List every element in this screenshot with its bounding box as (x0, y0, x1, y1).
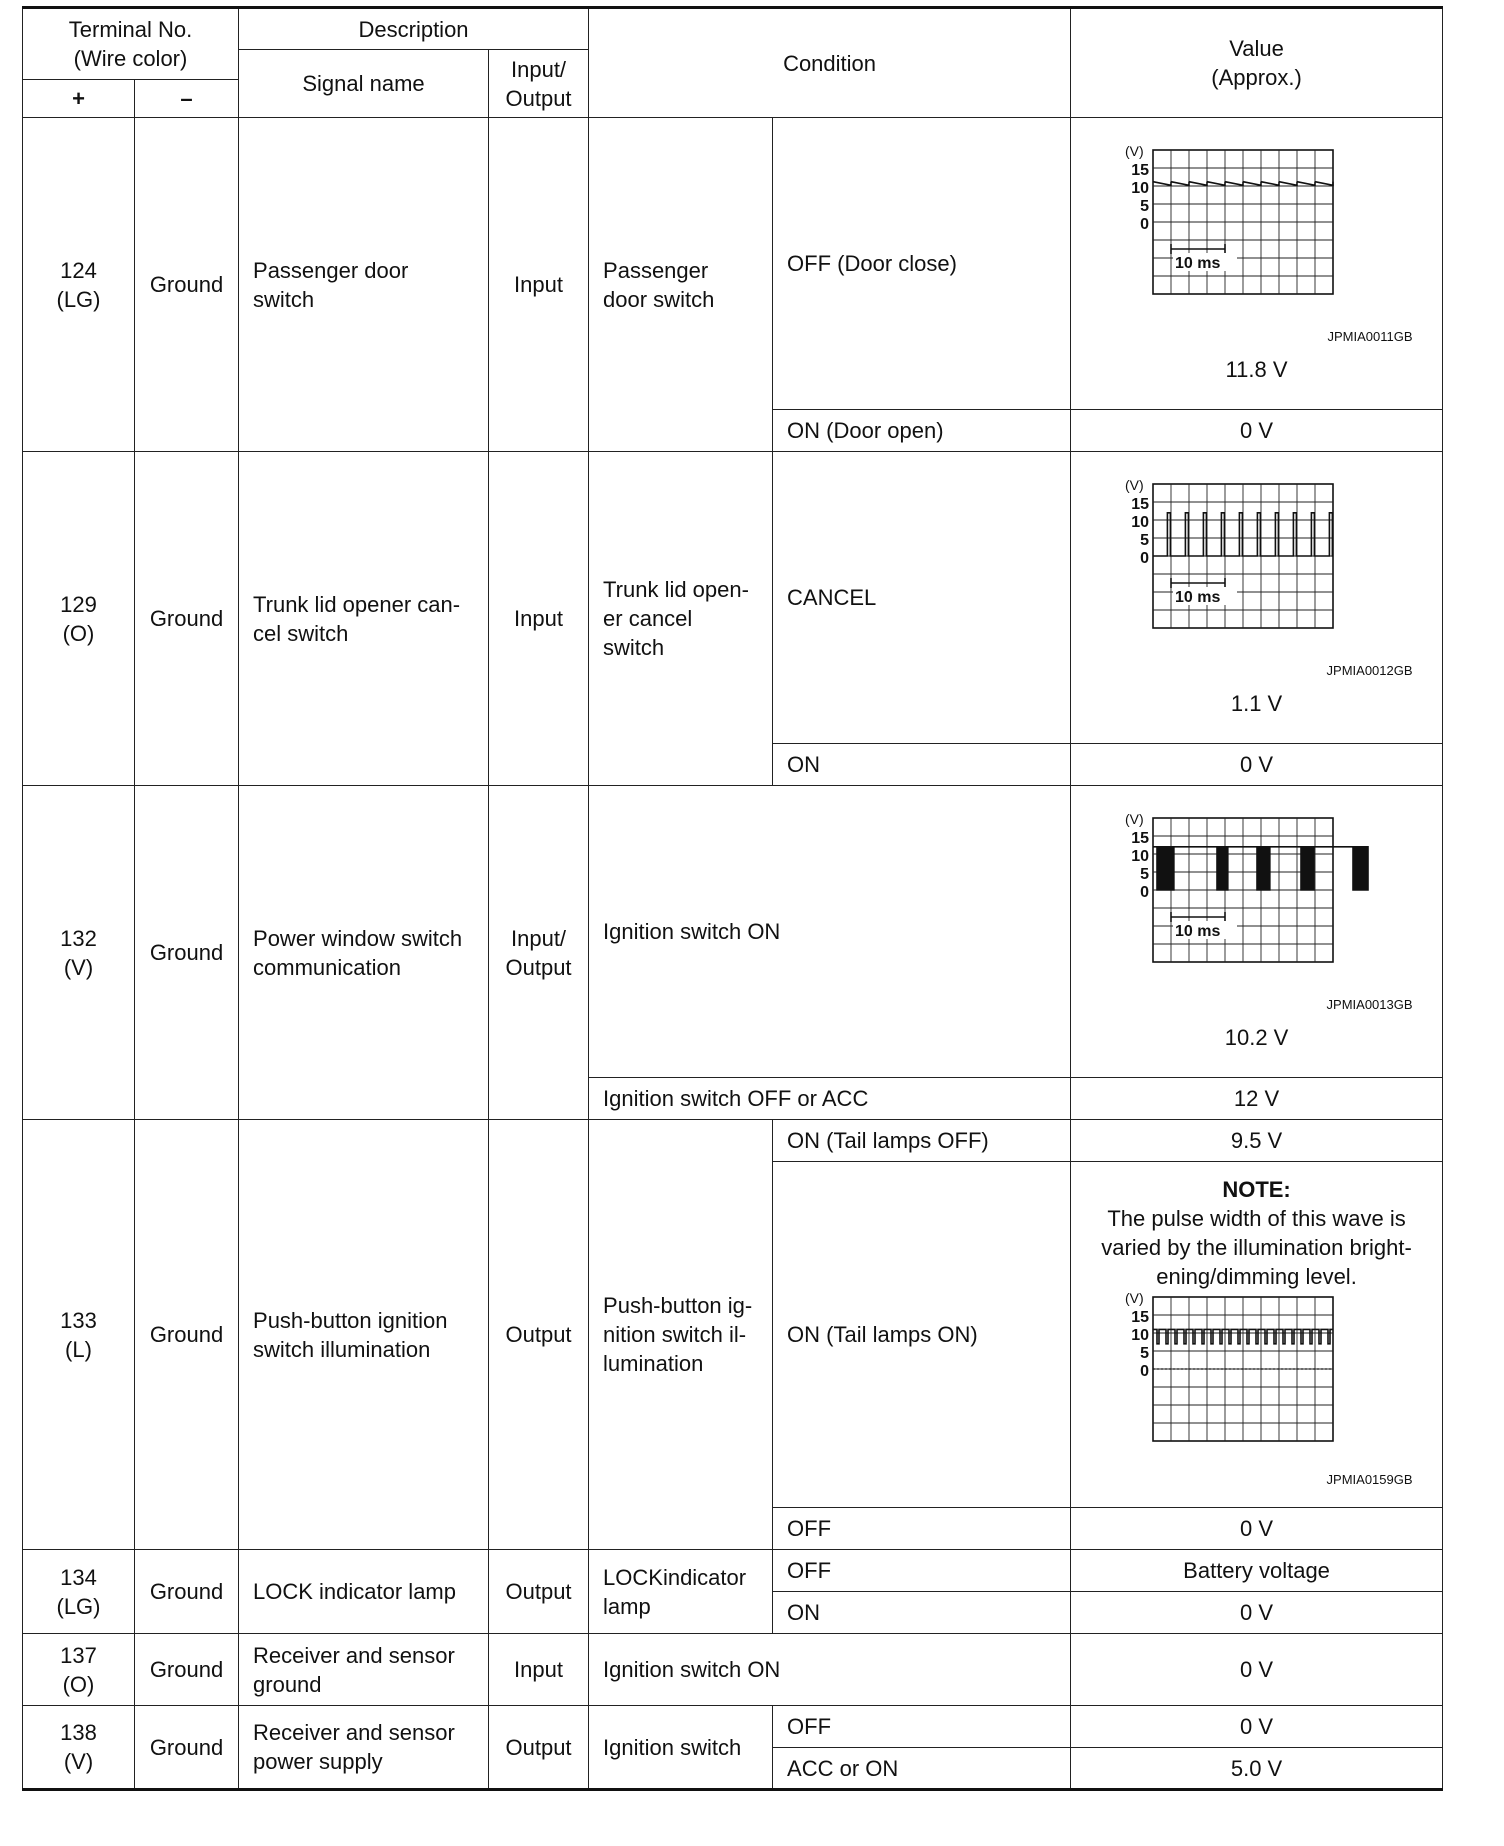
scope-y-tick: 10 (1130, 1327, 1149, 1344)
signal-137: Receiver and sensor ground (239, 1634, 489, 1706)
cond-137: Ignition switch ON (589, 1634, 1071, 1706)
terminal-134: 134 (LG) (23, 1550, 135, 1634)
terminal-137: 137 (O) (23, 1634, 135, 1706)
cond-133-b: ON (Tail lamps ON) (773, 1162, 1071, 1508)
figure-code-132: JPMIA0013GB (1326, 996, 1413, 1012)
value-132-a-text: 10.2 V (1224, 1024, 1289, 1050)
cond-group-124: Passenger door switch (589, 118, 773, 452)
header-plus: + (23, 80, 135, 118)
terminal-133: 133 (L) (23, 1120, 135, 1550)
scope-y-tick: 0 (1139, 883, 1149, 901)
table-row (23, 1120, 1443, 1162)
waveform-132 (1119, 812, 1379, 992)
cond-132-b: Ignition switch OFF or ACC (589, 1078, 1071, 1120)
cond-group-129: Trunk lid open- er cancel switch (589, 452, 773, 786)
table-row (23, 1706, 1443, 1748)
scope-trace (1153, 846, 1368, 889)
value-129-b: 0 V (1071, 744, 1443, 786)
scope-y-tick: 15 (1130, 1309, 1149, 1326)
value-138-b: 5.0 V (1071, 1748, 1443, 1790)
value-132-b: 12 V (1071, 1078, 1443, 1120)
note-title: NOTE: (1222, 1177, 1291, 1202)
terminal-138: 138 (V) (23, 1706, 135, 1790)
io-124: Input (489, 118, 589, 452)
cond-124-b: ON (Door open) (773, 410, 1071, 452)
table-row (23, 118, 1443, 410)
scope-y-tick: 0 (1139, 549, 1149, 567)
waveform-133 (1119, 1291, 1379, 1467)
signal-138: Receiver and sensor power supply (239, 1706, 489, 1790)
waveform-124 (1119, 144, 1379, 324)
cond-134-b: ON (773, 1592, 1071, 1634)
cond-129-a: CANCEL (773, 452, 1071, 744)
scope-y-tick: 5 (1139, 1345, 1149, 1362)
scope-unit-label: (V) (1124, 477, 1144, 493)
ground-129: Ground (135, 452, 239, 786)
header-terminal: Terminal No. (Wire color) (23, 8, 239, 80)
io-134: Output (489, 1550, 589, 1634)
header-condition: Condition (589, 8, 1071, 118)
signal-124: Passenger door switch (239, 118, 489, 452)
cond-132-a: Ignition switch ON (589, 786, 1071, 1078)
cond-129-b: ON (773, 744, 1071, 786)
note-line-2: varied by the illumination bright- (1101, 1235, 1412, 1260)
scope-y-tick: 5 (1139, 865, 1149, 883)
cond-138-a: OFF (773, 1706, 1071, 1748)
scope-time-label: 10 ms (1174, 254, 1220, 272)
cond-group-138: Ignition switch (589, 1706, 773, 1790)
cond-138-b: ACC or ON (773, 1748, 1071, 1790)
header-value: Value (Approx.) (1071, 8, 1443, 118)
ground-124: Ground (135, 118, 239, 452)
cond-group-134: LOCKindicator lamp (589, 1550, 773, 1634)
header-description: Description (239, 8, 589, 50)
value-134-b: 0 V (1071, 1592, 1443, 1634)
table-row (23, 452, 1443, 744)
signal-133: Push-button ignition switch illumination (239, 1120, 489, 1550)
scope-y-tick: 5 (1139, 531, 1149, 549)
value-124-a (1071, 118, 1443, 410)
io-137: Input (489, 1634, 589, 1706)
scope-time-label: 10 ms (1174, 922, 1220, 940)
value-133-b (1071, 1162, 1443, 1508)
terminal-124: 124 (LG) (23, 118, 135, 452)
cond-133-a: ON (Tail lamps OFF) (773, 1120, 1071, 1162)
value-124-a-text: 11.8 V (1225, 356, 1288, 382)
note-line-3: ening/dimming level. (1156, 1264, 1357, 1289)
scope-trace (1153, 181, 1333, 185)
ground-137: Ground (135, 1634, 239, 1706)
value-133-a: 9.5 V (1071, 1120, 1443, 1162)
value-129-a-text: 1.1 V (1230, 690, 1283, 716)
note-line-1: The pulse width of this wave is (1107, 1206, 1406, 1231)
ground-138: Ground (135, 1706, 239, 1790)
cond-group-133: Push-button ig- nition switch il- lumination (589, 1120, 773, 1550)
scope-y-tick: 10 (1130, 847, 1149, 865)
scope-y-tick: 15 (1130, 829, 1149, 847)
io-129: Input (489, 452, 589, 786)
value-134-a: Battery voltage (1071, 1550, 1443, 1592)
table-row (23, 786, 1443, 1078)
header-input-output: Input/ Output (489, 50, 589, 118)
io-132: Input/ Output (489, 786, 589, 1120)
scope-trace (1153, 512, 1333, 555)
io-133: Output (489, 1120, 589, 1550)
header-signal-name: Signal name (239, 50, 489, 118)
figure-code-133: JPMIA0159GB (1326, 1472, 1413, 1487)
scope-unit-label: (V) (1124, 143, 1144, 159)
cond-133-c: OFF (773, 1508, 1071, 1550)
cond-134-a: OFF (773, 1550, 1071, 1592)
scope-y-tick: 15 (1130, 495, 1149, 513)
value-129-a (1071, 452, 1443, 744)
scope-y-tick: 10 (1130, 179, 1149, 197)
table-row (23, 1634, 1443, 1706)
scope-y-tick: 15 (1130, 161, 1149, 179)
value-132-a (1071, 786, 1443, 1078)
header-minus: – (135, 80, 239, 118)
ground-132: Ground (135, 786, 239, 1120)
io-138: Output (489, 1706, 589, 1790)
signal-129: Trunk lid opener can- cel switch (239, 452, 489, 786)
scope-unit-label: (V) (1124, 1291, 1144, 1306)
scope-y-tick: 0 (1139, 1363, 1149, 1380)
value-137: 0 V (1071, 1634, 1443, 1706)
value-138-a: 0 V (1071, 1706, 1443, 1748)
value-124-b: 0 V (1071, 410, 1443, 452)
signal-134: LOCK indicator lamp (239, 1550, 489, 1634)
figure-code-124: JPMIA0011GB (1327, 328, 1413, 344)
terminal-129: 129 (O) (23, 452, 135, 786)
scope-unit-label: (V) (1124, 811, 1144, 827)
cond-124-a: OFF (Door close) (773, 118, 1071, 410)
ground-133: Ground (135, 1120, 239, 1550)
waveform-129 (1119, 478, 1379, 658)
scope-y-tick: 10 (1130, 513, 1149, 531)
terminal-table (22, 6, 1443, 1791)
scope-y-tick: 5 (1139, 197, 1149, 215)
ground-134: Ground (135, 1550, 239, 1634)
figure-code-129: JPMIA0012GB (1326, 662, 1413, 678)
scope-y-tick: 0 (1139, 215, 1149, 233)
terminal-132: 132 (V) (23, 786, 135, 1120)
table-row (23, 1550, 1443, 1592)
scope-time-label: 10 ms (1174, 588, 1220, 606)
signal-132: Power window switch communication (239, 786, 489, 1120)
value-133-c: 0 V (1071, 1508, 1443, 1550)
